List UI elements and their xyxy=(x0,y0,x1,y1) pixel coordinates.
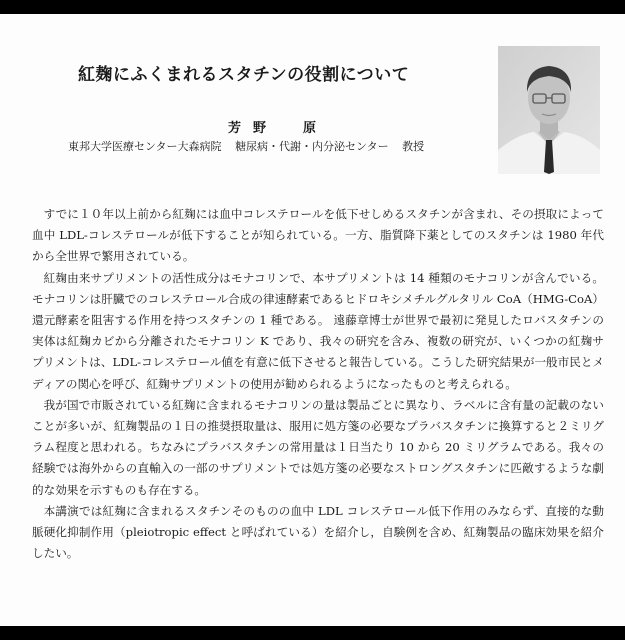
paragraph-2: 紅麹由来サプリメントの活性成分はモナコリンで、本サプリメントは 14 種類のモナコリンが含んでいる。モナコリンは肝臓でのコレステロール合成の律速酵素であるヒドロキシメチルグルタリル CoA（HMG-CoA）還元酵素を阻害する作用を持つスタチンの 1 種である。 遠藤章博士が世界で最初に発見したロバスタチンの実体は紅麹カビから分離されたモナコリン K であり、我々の研究を含み、複数の研究が、いくつかの紅麹サプリメントは、LDL-コレステロール値を有意に低下させると報告している。こうした研究結果が一般市民とメディアの関心を呼び、紅麹サプリメントの使用が勧められるようになったものと考えられる。 xyxy=(32,270,605,391)
paragraph-4: 本講演では紅麹に含まれるスタチンそのものの血中 LDL コレステロール低下作用のみならず、直接的な動脈硬化抑制作用（pleiotropic effect と呼ばれている）を紹介し，自験例を含め、紅麹製品の臨床効果を紹介したい。 xyxy=(32,503,604,561)
paragraph-3: 我が国で市販されている紅麹に含まれるモナコリンの量は製品ごとに異なり、ラベルに含有量の記載のないことが多いが、紅麹製品の１日の推奨摂取量は、服用に処方箋の必要なプラバスタチンに換算すると２ミリグラム程度と思われる。ちなみにプラバスタチンの常用量は１日当たり 10 から 20 ミリグラムである。我々の経験では海外からの直輸入の一部のサプリメントでは処方箋の必要なストロングスタチンに匹敵するような劇的な効果を示すものも存在する。 xyxy=(32,397,604,497)
page-title: 紅麹にふくまれるスタチンの役割について xyxy=(78,65,410,85)
affiliation-institution: 東邦大学医療センター大森病院 xyxy=(68,140,222,153)
author-portrait xyxy=(498,46,600,174)
document-page xyxy=(0,14,625,626)
affiliation-department: 糖尿病・代謝・内分泌センター xyxy=(235,140,389,153)
paragraph-1: すでに１０年以上前から紅麹には血中コレステロールを低下せしめるスタチンが含まれ、その摂取によって血中 LDL-コレステロールが低下することが知られている。一方、脂質降下薬としてのスタチンは 1980 年代から全世界で繁用されている。 xyxy=(32,207,604,264)
author-name: 芳野 原 xyxy=(228,121,329,136)
body-text xyxy=(32,204,604,564)
portrait-photo-icon xyxy=(498,46,600,174)
author-affiliation xyxy=(68,138,434,154)
affiliation-position: 教授 xyxy=(402,140,425,153)
